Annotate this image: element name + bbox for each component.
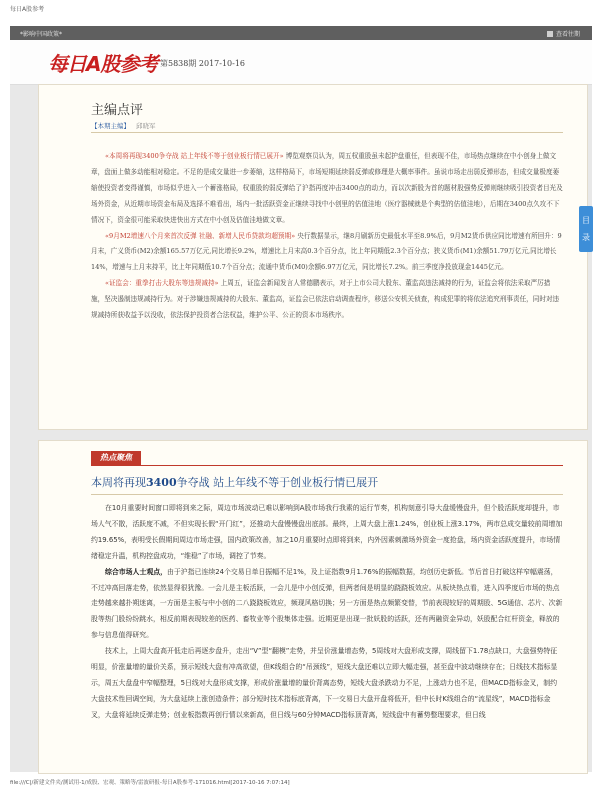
- paragraph-text: 博览观察员认为，周五权重股虽未起护盘重任，但表现不佳，市场热点继续在中小创身上做文章，盘面上做多动能相对稳定。不足的是成交量进一步萎缩，这样格局下，市场短期延续弱反弹或修理是大概率事件。虽说市场走出弱反弹形态，但成交量极度萎缩使投资者变得谨慎，市场似乎进入一个蓄涨格局，权重股的弱反弹给了沪指再度冲击3400点的动力，而以次新股为首的题材股强势反弹则继续吸引投资者目光及场外资金，从近期市场资金布局及选择不难看出，场内一批活跃资金正继续寻找中小创里的估值洼地（医疗器械就是个典型的估值洼地），后期在3400点久攻不下情况下，资金很可能采取快进快出方式在中小创及估值洼地做文章。: [91, 152, 563, 224]
- top-bar: [10, 26, 592, 40]
- history-icon: [547, 31, 553, 37]
- paragraph-text: 在10月重要时间窗口即将到来之际，周边市场波动已难以影响到A股市场我行我素的运行节奏，机构刻意引导大盘缓慢盘升，但个股活跃度却提升，市场人气不散，活跃度不减，不但实现长假“开门红”，还推动大盘慢慢盘出底部。最终，上周大盘上涨1.24%，创业板上涨3.17%，两市总成交量较前周增加约19.65%，表明受长假期间周边市场走强，国内政策改善，加之10月重要时点即将到来，内外因素刺激场外资金一度抢盘，场内资金活跃度提升，市场情绪稳定升温，机构控盘成功，“维稳”了市场，调控了节奏。: [91, 504, 563, 560]
- author-label: 【本期主编】: [91, 122, 130, 130]
- summary-paragraph: [91, 229, 563, 277]
- article-link[interactable]: «证监会：重拳打击大股东等违规减持»: [105, 279, 219, 288]
- hot-paragraph: [91, 501, 563, 565]
- history-link-label: 查看往期: [555, 31, 580, 38]
- hot-divider: [91, 465, 563, 466]
- author-name: 邱晓军: [136, 122, 156, 130]
- headline-prefix: 本周将再现: [91, 476, 146, 489]
- summary-body: [91, 149, 563, 324]
- browser-footer-path: file:///C|/新建文件夹/测试用-1/成股、宏观、策略等/雷波研报-每日A股参考-171016.html[2017-10-16 7:07:14]: [10, 780, 290, 786]
- history-link[interactable]: [547, 29, 580, 38]
- hot-paragraph: [91, 565, 563, 645]
- paragraph-text: 由于沪指已连续24个交易日单日振幅不足1%，及上证指数9月1.76%的振幅数据，均创历史新低。节后首日打破这样窄幅震荡，不过冲高回落走势，依然显得很犹豫。一会儿是主板活跃，一会儿是中小创反弹，但两者间是明显的跷跷板效应。从板块热点看，进入四季度后市场的热点走势越来越扑朔迷离，一方面是主板与中小创的二八跷跷板效应，频现风格切换；另一方面是热点频繁变替，节前表现较好的周期股、5G通信、芯片、次新股等热门股纷纷跳水，相反前期表现较差的医药、畜牧业等个股集体走强。近期更是出现一批妖股的活跃，还有两融资金异动，妖股配合红杆资金，释放的参与信息值得研究。: [91, 567, 563, 640]
- toc-tab-char: 目: [582, 216, 590, 225]
- hot-headline: [91, 474, 378, 490]
- browser-tab-title: 每日A股参考: [10, 6, 45, 13]
- paragraph-lead: 综合市场人士观点，: [105, 567, 168, 576]
- summary-card: [38, 84, 588, 430]
- hot-focus-tag: 热点聚焦: [91, 451, 141, 465]
- headline-divider: [91, 494, 563, 495]
- hot-focus-card: [38, 440, 588, 774]
- hot-paragraph: [91, 644, 563, 724]
- headline-suffix: 争夺战 站上年线不等于创业板行情已展开: [176, 476, 379, 489]
- author-line: [91, 121, 156, 130]
- masthead: [10, 40, 592, 85]
- divider: [91, 132, 563, 133]
- hot-body: [91, 501, 563, 724]
- article-link[interactable]: «9月M2增速八个月来首次反弹 社融、新增人民币贷款均超预期»: [105, 231, 296, 240]
- article-link[interactable]: «本周将再现3400争夺战 站上年线不等于创业板行情已展开»: [105, 152, 284, 160]
- logo: 每日A股参考: [48, 52, 158, 76]
- summary-paragraph: [91, 276, 563, 324]
- paragraph-text: 技术上，上周大盘高开低走后再逐步盘升，走出“V”型“翻模”走势，并呈价涨量增态势，5周线对大盘形成支撑，周线留下1.78点缺口，大盘强势特征明显，价涨量增的量价关系，预示短线大盘有冲高欲望，但K线组合的“吊颈线”，短线大盘还难以立即大幅走强，甚至盘中波动继续存在；日线技术指标显示，周五大盘盘中窄幅整理，5日线对大盘形成支撑，形成价涨量增的量价背离态势，短线大盘杀跌动力不足，上涨动力也不足，但MACD指标金叉，制约大盘技术性回调空间，为大盘延续上涨创造条件；部分短时技术指标底背离，下一交易日大盘开盘将低开，但中长时K线组合的“流星线”，MACD指标金叉，大盘将延续反弹走势；创业板指数再创行情以来新高，但日线与60分钟MACD指标顶背离，短线盘中有蓄势整理要求，但日线: [91, 647, 558, 719]
- top-bar-slogan: *影响中国政策*: [20, 31, 63, 38]
- paragraph-text: 央行数据显示，继8月刷新历史最低水平至8.9%后，9月M2货币供应同比增速有所回升：9月末，广义货币(M2)余额165.57万亿元,同比增长9.2%，增速比上月末高0.3个百分点，比上年同期低2.3个百分点；狭义货币(M1)余额51.79万亿元,同比增长14%，增速与上月末持平，比上年同期低10.7个百分点；流通中货币(M0)余额6.97万亿元，同比增长7.2%。前三季度净投放现金1445亿元。: [91, 231, 562, 272]
- issue-info: 第5838期 2017-10-16: [160, 59, 246, 68]
- headline-number: 3400: [146, 476, 177, 489]
- summary-paragraph: [91, 149, 563, 229]
- paragraph-text: 上周五，证监会新闻发言人常德鹏表示，对于上市公司大股东、董监高违法减持的行为，证监会将依法采取严厉措施，坚决遏制违规减持行为。对于涉嫌违规减持的大股东、董监高，证监会已依法启动调查程序，移送公安机关侦查，构成犯罪的将依法追究刑事责任，同时对违规减持所获收益予以没收，依法保护投资者合法权益，维护公平、公正的资本市场秩序。: [91, 279, 560, 320]
- summary-title: 主编点评: [91, 103, 144, 118]
- toc-tab-char: 录: [582, 233, 590, 242]
- toc-tab[interactable]: [579, 206, 593, 252]
